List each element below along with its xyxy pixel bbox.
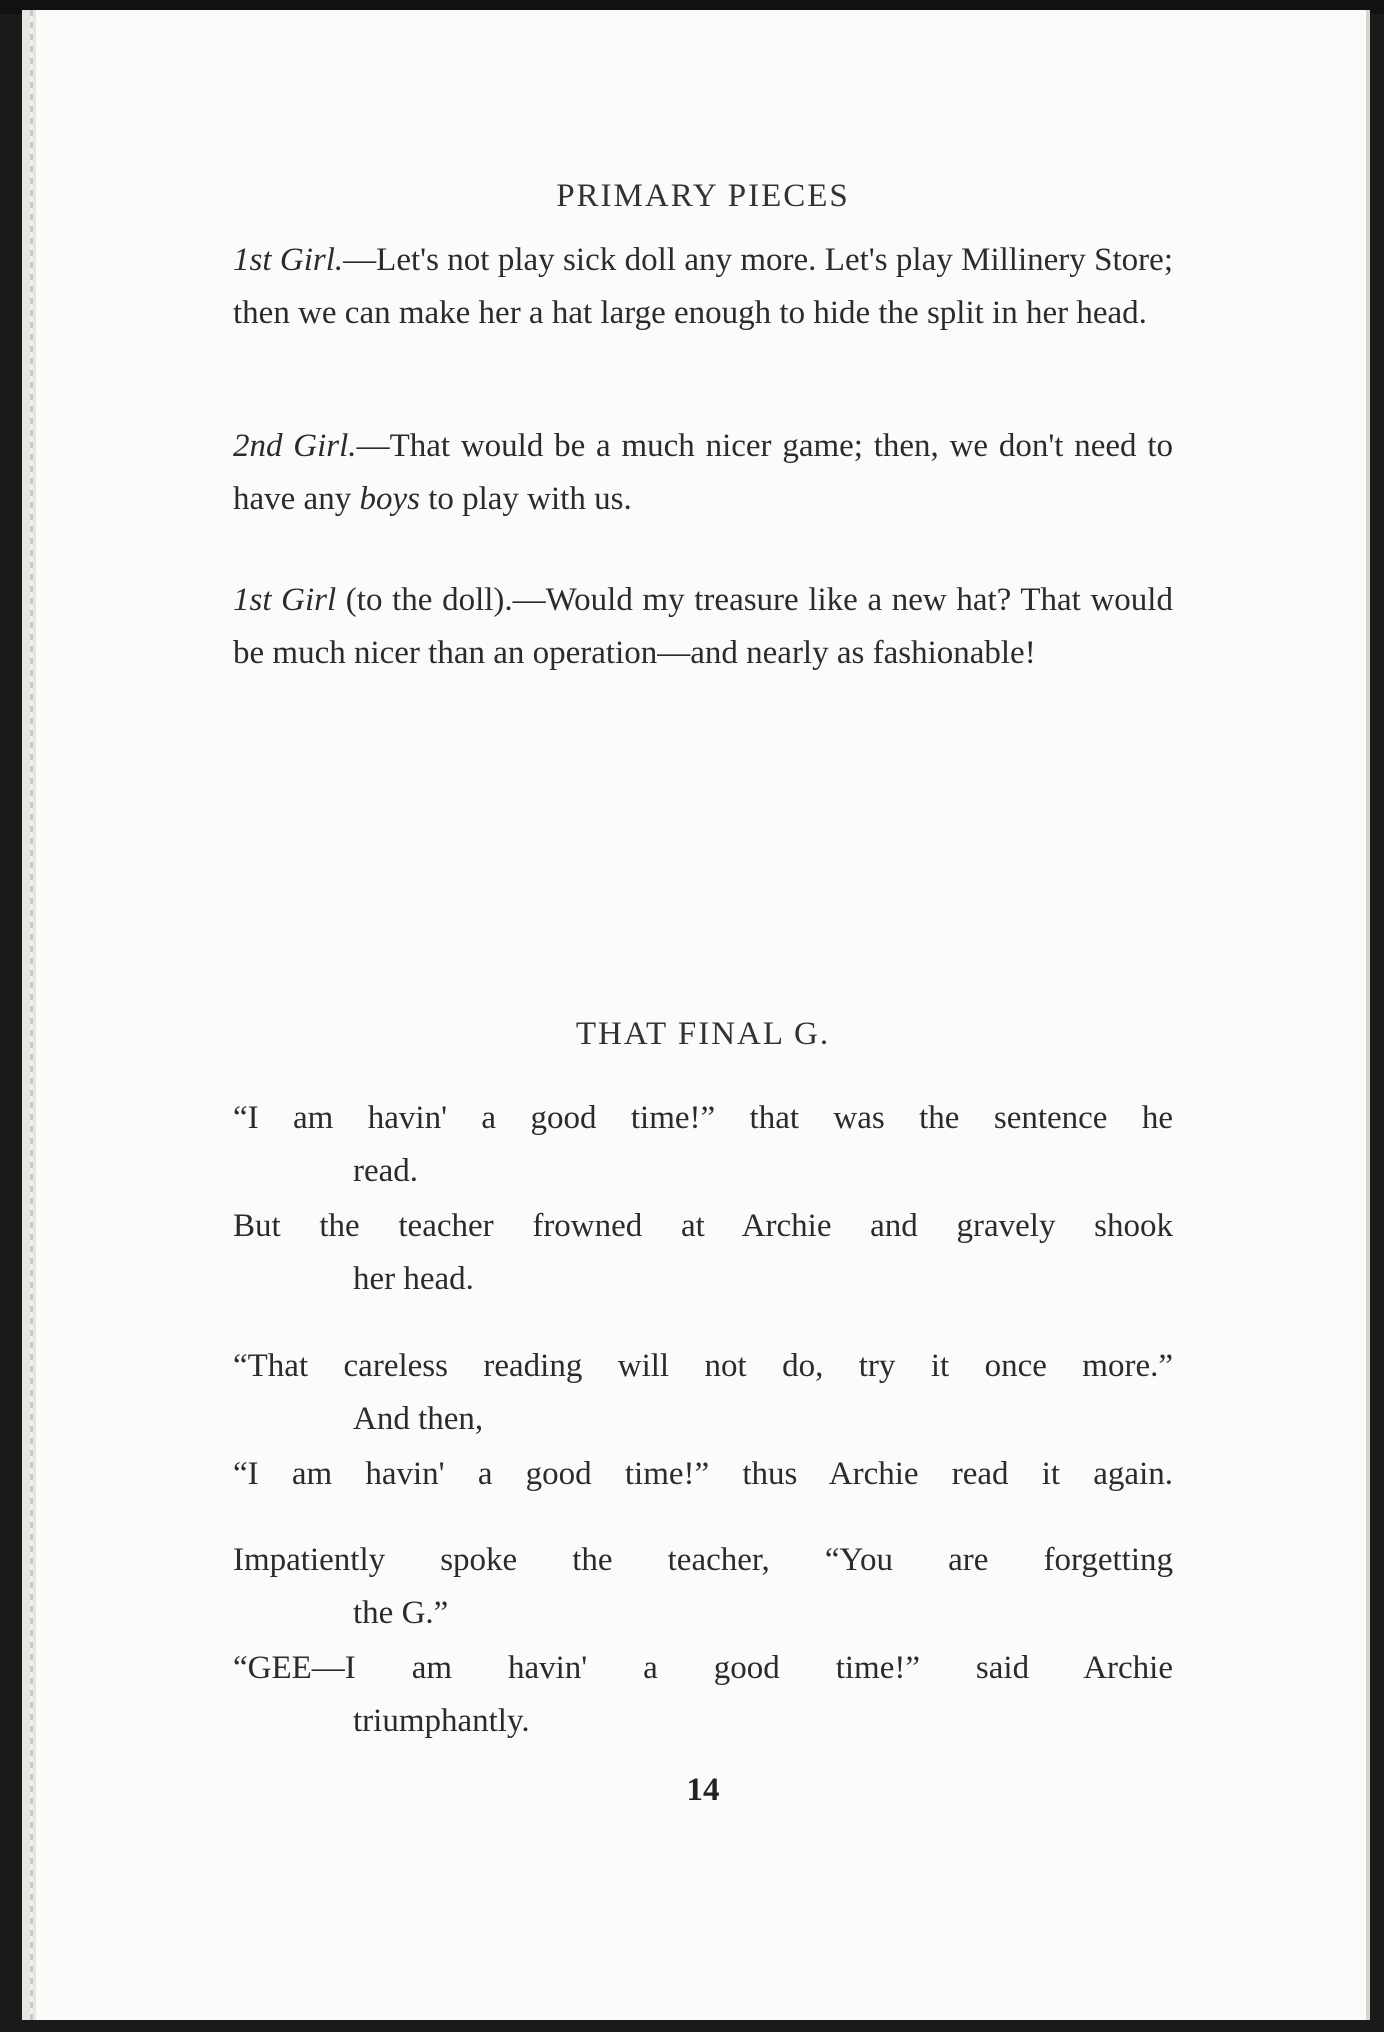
verse-line: Impatiently spoke the teacher, “You are forgetting xyxy=(233,1542,1173,1578)
dialogue-line-3 xyxy=(233,574,1173,680)
dialogue-line-1 xyxy=(233,234,1173,340)
poem-stanza xyxy=(233,1340,1173,1446)
verse-line: “I am havin' a good time!” thus Archie read it again. xyxy=(233,1456,1173,1492)
speaker-label: 1st Girl xyxy=(233,582,337,618)
page-right-edge xyxy=(1366,10,1370,2020)
poem-stanza xyxy=(233,1200,1173,1306)
poem-title: THAT FINAL G. xyxy=(575,1016,831,1052)
verse-line: But the teacher frowned at Archie and gravely shook xyxy=(233,1208,1173,1244)
verse-line-continuation: read. xyxy=(353,1153,419,1189)
poem-stanza xyxy=(233,1092,1173,1198)
verse-line-continuation: the G.” xyxy=(353,1595,449,1631)
speaker-label: 1st Girl. xyxy=(233,242,344,278)
dialogue-text: —Let's not play sick doll any more. Let's play Millinery Store; then we can make her a hat large enough to hide the split in her head. xyxy=(233,242,1173,331)
dialogue-text: —That would be a much nicer game; then, we don't need to have any xyxy=(233,428,1173,517)
poem-stanza xyxy=(233,1642,1173,1748)
verse-line-continuation: her head. xyxy=(353,1261,474,1297)
poem-stanza xyxy=(233,1448,1173,1501)
stage-direction: (to the doll). xyxy=(336,582,513,618)
verse-line-continuation: And then, xyxy=(353,1401,484,1437)
dialogue-text: to play with us. xyxy=(419,481,632,517)
emphasis-word: boys xyxy=(359,481,420,517)
verse-line: “GEE—I am havin' a good time!” said Archie xyxy=(233,1650,1173,1686)
running-head: PRIMARY PIECES xyxy=(556,178,850,214)
page-stack-edge xyxy=(30,10,33,2020)
dialogue-text: —Would my treasure like a new hat? That would be much nicer than an operation—and nearly as fashionable! xyxy=(233,582,1173,671)
speaker-label: 2nd Girl. xyxy=(233,428,357,464)
dialogue-line-2 xyxy=(233,420,1173,526)
verse-line: “That careless reading will not do, try it once more.” xyxy=(233,1348,1173,1384)
verse-line: “I am havin' a good time!” that was the sentence he xyxy=(233,1100,1173,1136)
page-number: 14 xyxy=(686,1772,720,1808)
verse-line-continuation: triumphantly. xyxy=(353,1703,530,1739)
poem-stanza xyxy=(233,1534,1173,1640)
